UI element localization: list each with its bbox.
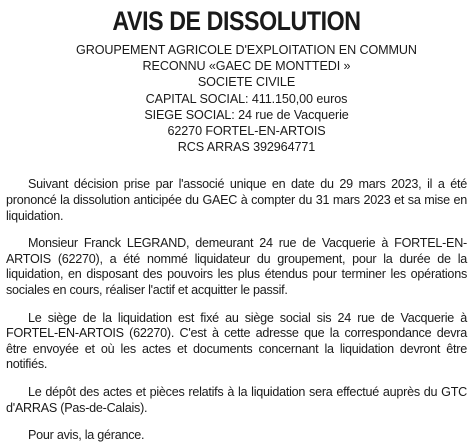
closing-signature: Pour avis, la gérance. [28, 428, 145, 443]
paragraph-liquidation-seat: Le siège de la liquidation est fixé au siège social sis 24 rue de Vacquerie à FORTEL-EN-ARTOIS (62270). C'est à cette adresse que la correspondance devra être envoyée et où les actes et documents concernant la liquidation devront être notifiés. [6, 310, 467, 372]
paragraph-decision: Suivant décision prise par l'associé unique en date du 29 mars 2023, il a été prononcé la dissolution anticipée du GAEC à compter du 31 mars 2023 et sa mise en liquidation. [6, 177, 467, 223]
paragraph-liquidator: Monsieur Franck LEGRAND, demeurant 24 rue de Vacquerie à FORTEL-EN-ARTOIS (62270), a été nommé liquidateur du groupement, pour la durée de la liquidation, en disposant des pouvoirs les plus étendus pour terminer les opérations sociales en cours, réaliser l'actif et acquitter le passif. [6, 236, 467, 297]
company-header [26, 42, 467, 155]
company-form: SOCIETE CIVILE [197, 75, 296, 90]
notice-title: AVIS DE DISSOLUTION [112, 6, 361, 36]
registered-office: SIEGE SOCIAL: 24 rue de Vacquerie [144, 107, 349, 122]
company-name: RECONNU «GAEC DE MONTTEDI » [142, 59, 351, 74]
rcs-number: RCS ARRAS 392964771 [177, 140, 316, 155]
company-type: GROUPEMENT AGRICOLE D'EXPLOITATION EN COMMUN [76, 43, 417, 57]
paragraph-filing: Le dépôt des actes et pièces relatifs à la liquidation sera effectué auprès du GTC d'ARRAS (Pas-de-Calais). [6, 384, 467, 415]
share-capital: CAPITAL SOCIAL: 411.150,00 euros [145, 91, 348, 106]
office-city: 62270 FORTEL-EN-ARTOIS [167, 124, 326, 139]
